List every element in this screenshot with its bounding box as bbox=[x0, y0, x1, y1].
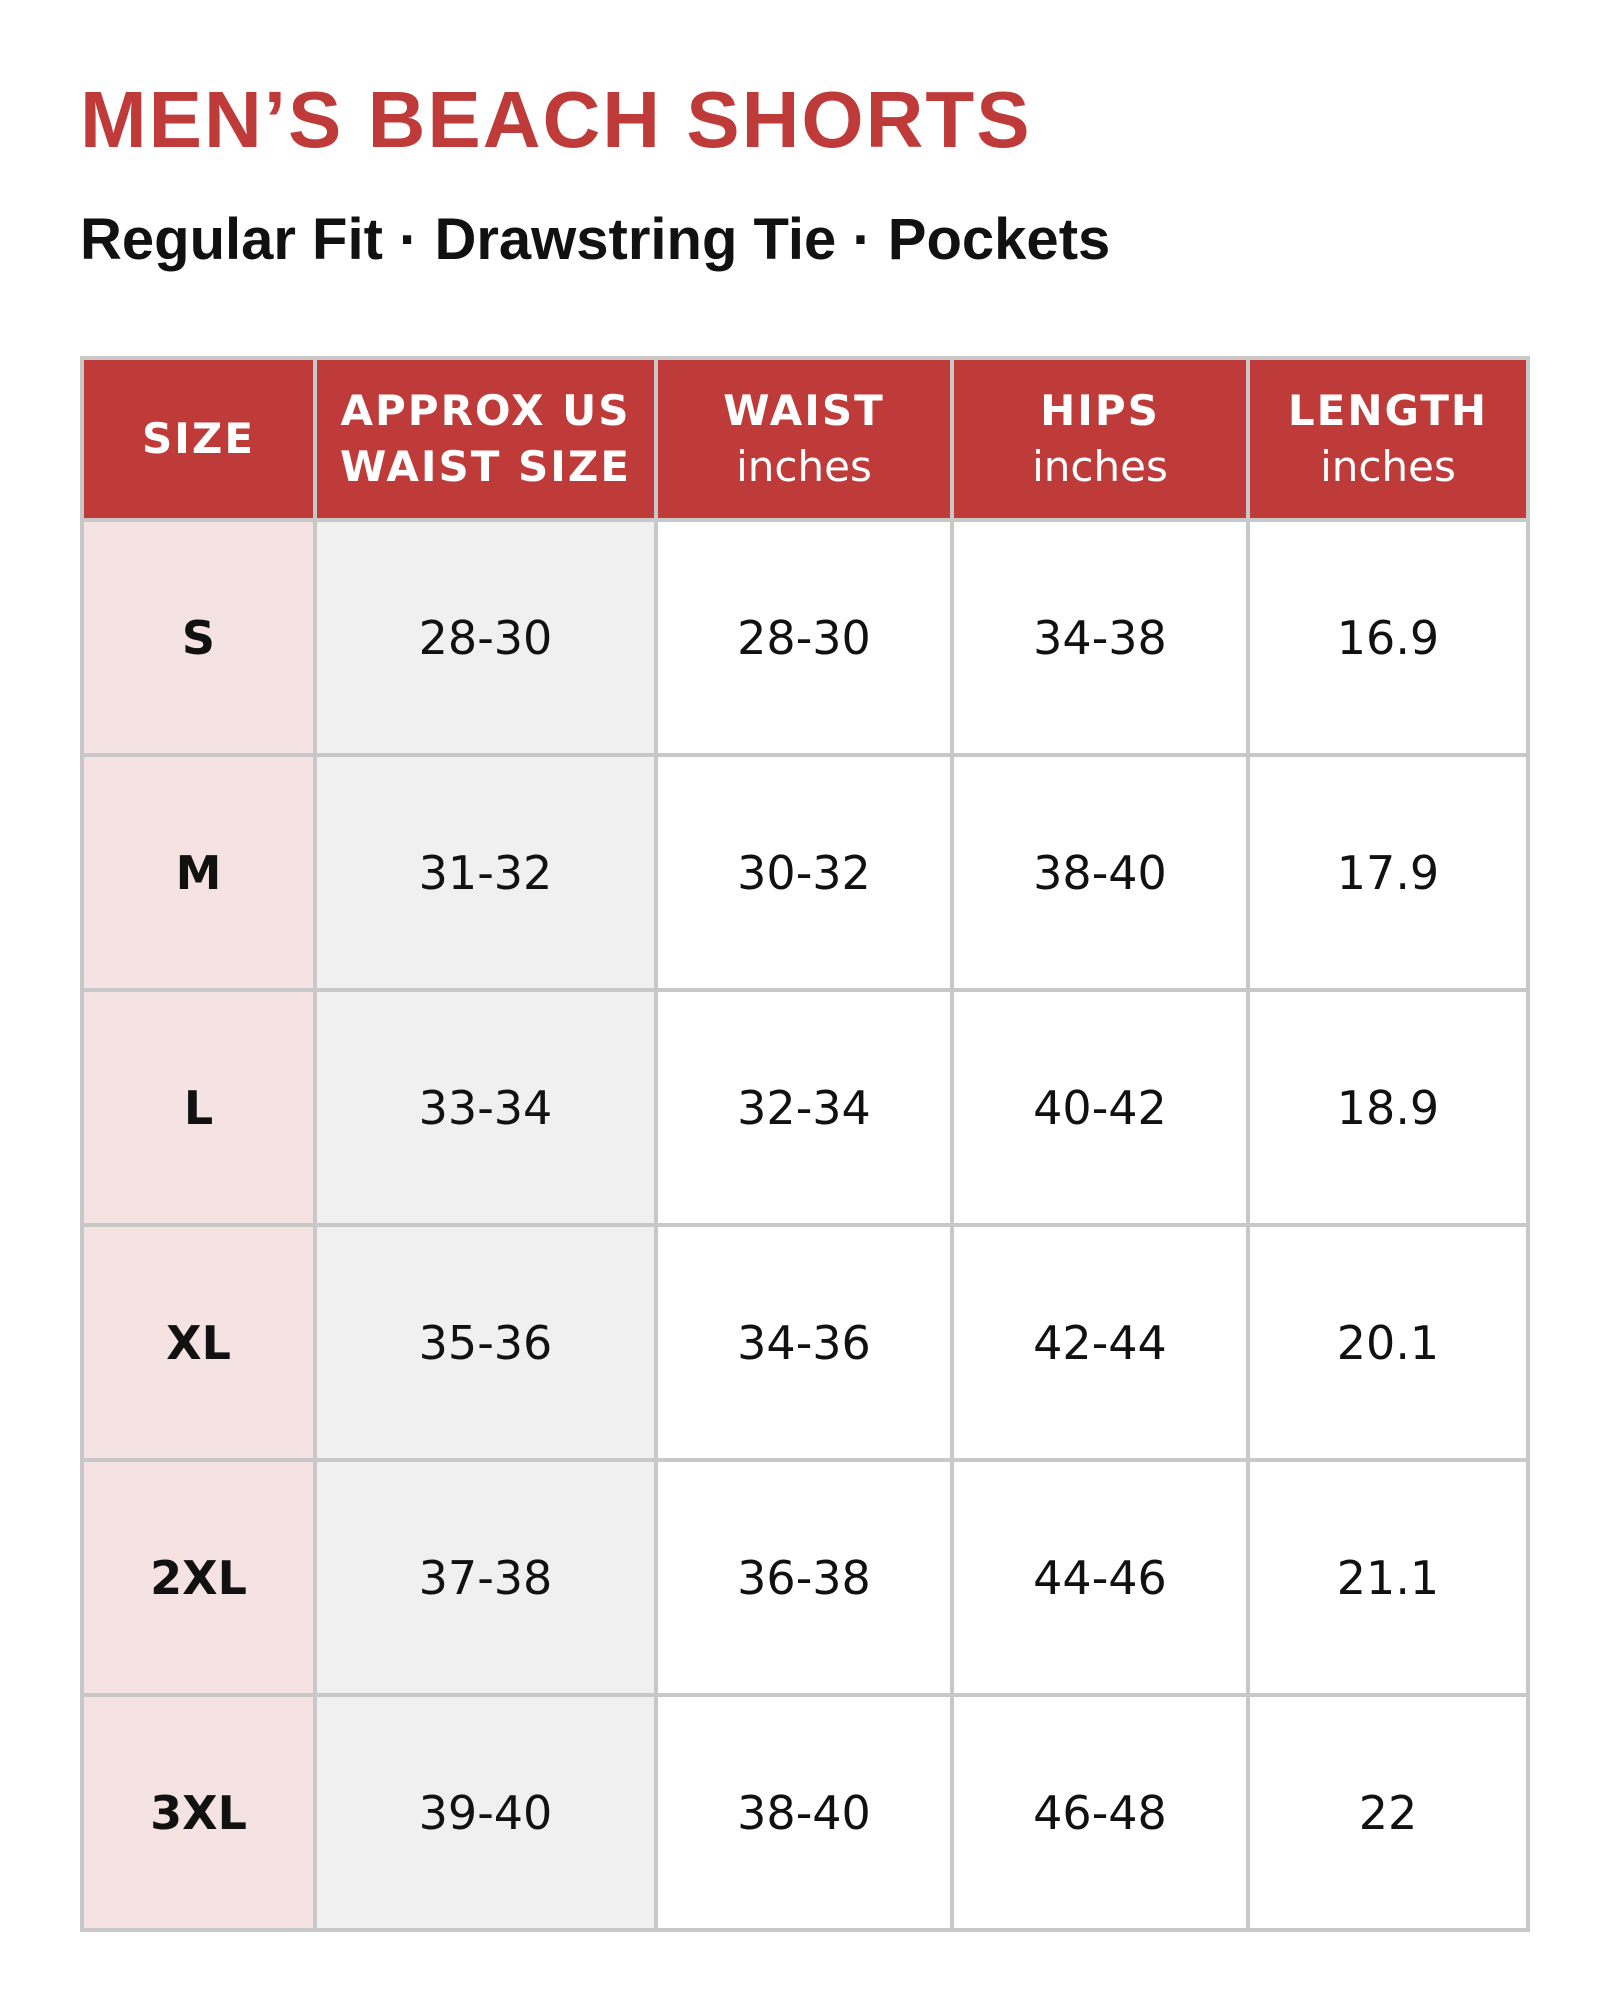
table-row bbox=[82, 990, 1528, 1225]
hips-cell: 38-40 bbox=[952, 755, 1248, 990]
length-cell: 22 bbox=[1248, 1695, 1528, 1930]
size-cell: M bbox=[82, 755, 315, 990]
header-waist-label: WAIST bbox=[723, 386, 885, 435]
size-cell: XL bbox=[82, 1225, 315, 1460]
waist-cell: 32-34 bbox=[656, 990, 952, 1225]
size-cell: 3XL bbox=[82, 1695, 315, 1930]
table-row bbox=[82, 1225, 1528, 1460]
hips-cell: 40-42 bbox=[952, 990, 1248, 1225]
length-cell: 18.9 bbox=[1248, 990, 1528, 1225]
hips-cell: 42-44 bbox=[952, 1225, 1248, 1460]
header-size bbox=[82, 358, 315, 520]
header-waist-unit: inches bbox=[736, 442, 872, 491]
approx-waist-cell: 37-38 bbox=[315, 1460, 656, 1695]
approx-waist-cell: 35-36 bbox=[315, 1225, 656, 1460]
approx-waist-cell: 31-32 bbox=[315, 755, 656, 990]
size-cell: S bbox=[82, 520, 315, 755]
table-row bbox=[82, 1695, 1528, 1930]
length-cell: 20.1 bbox=[1248, 1225, 1528, 1460]
size-chart-table bbox=[80, 356, 1530, 1932]
approx-waist-cell: 39-40 bbox=[315, 1695, 656, 1930]
size-cell: 2XL bbox=[82, 1460, 315, 1695]
header-hips-unit: inches bbox=[1032, 442, 1168, 491]
waist-cell: 36-38 bbox=[656, 1460, 952, 1695]
header-row bbox=[82, 358, 1528, 520]
header-approx-label-line1: APPROX US bbox=[340, 386, 631, 435]
table-row bbox=[82, 755, 1528, 990]
header-approx-us-waist bbox=[315, 358, 656, 520]
header-length-label: LENGTH bbox=[1287, 386, 1489, 435]
length-cell: 17.9 bbox=[1248, 755, 1528, 990]
page-title: MEN’S BEACH SHORTS bbox=[80, 75, 1032, 164]
hips-cell: 34-38 bbox=[952, 520, 1248, 755]
header-length bbox=[1248, 358, 1528, 520]
hips-cell: 44-46 bbox=[952, 1460, 1248, 1695]
header-hips-label: HIPS bbox=[1040, 386, 1160, 435]
page-subtitle: Regular Fit · Drawstring Tie · Pockets bbox=[80, 207, 1111, 272]
header-approx-label-line2: WAIST SIZE bbox=[339, 442, 632, 491]
header-hips bbox=[952, 358, 1248, 520]
length-cell: 21.1 bbox=[1248, 1460, 1528, 1695]
size-cell: L bbox=[82, 990, 315, 1225]
waist-cell: 34-36 bbox=[656, 1225, 952, 1460]
table-row bbox=[82, 1460, 1528, 1695]
approx-waist-cell: 33-34 bbox=[315, 990, 656, 1225]
header-size-label: SIZE bbox=[141, 414, 256, 463]
hips-cell: 46-48 bbox=[952, 1695, 1248, 1930]
table-row bbox=[82, 520, 1528, 755]
header-waist bbox=[656, 358, 952, 520]
length-cell: 16.9 bbox=[1248, 520, 1528, 755]
approx-waist-cell: 28-30 bbox=[315, 520, 656, 755]
waist-cell: 28-30 bbox=[656, 520, 952, 755]
waist-cell: 30-32 bbox=[656, 755, 952, 990]
header-length-unit: inches bbox=[1320, 442, 1456, 491]
waist-cell: 38-40 bbox=[656, 1695, 952, 1930]
